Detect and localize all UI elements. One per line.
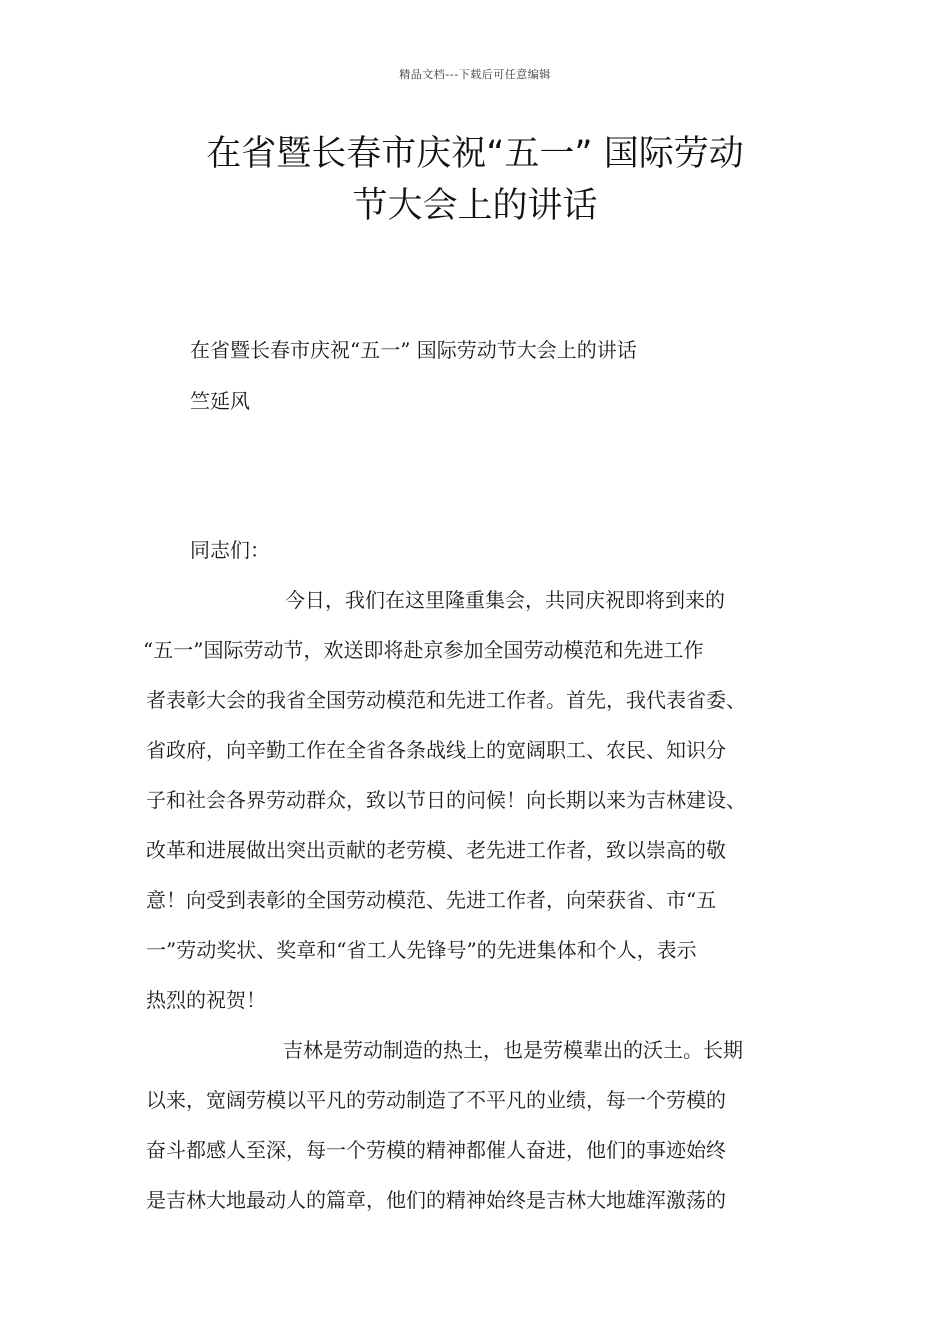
speech-greeting: 同志们： — [190, 538, 270, 562]
paragraph-1-line-4: 省政府，向辛勤工作在全省各条战线上的宽阔职工、农民、知识分 — [146, 738, 726, 762]
paragraph-1-line-3: 者表彰大会的我省全国劳动模范和先进工作者。首先，我代表省委、 — [146, 688, 746, 712]
paragraph-2-line-2: 以来，宽阔劳模以平凡的劳动制造了不平凡的业绩，每一个劳模的 — [146, 1088, 726, 1112]
paragraph-1-line-2: “五一”国际劳动节，欢送即将赴京参加全国劳动模范和先进工作 — [143, 638, 704, 662]
paragraph-2-line-1: 吉林是劳动制造的热土，也是劳模辈出的沃土。长期 — [283, 1038, 743, 1062]
paragraph-2-line-3: 奋斗都感人至深，每一个劳模的精神都催人奋进，他们的事迹始终 — [146, 1138, 726, 1162]
paragraph-2-line-4: 是吉林大地最动人的篇章，他们的精神始终是吉林大地雄浑激荡的 — [146, 1188, 726, 1212]
document-title-line-2: 节大会上的讲话 — [352, 186, 598, 226]
speech-author: 竺延风 — [190, 389, 250, 413]
paragraph-1-line-7: 意！向受到表彰的全国劳动模范、先进工作者，向荣获省、市“五 — [146, 888, 717, 912]
paragraph-1-line-9: 热烈的祝贺！ — [146, 988, 266, 1012]
paragraph-1-line-5: 子和社会各界劳动群众，致以节日的问候！向长期以来为吉林建设、 — [146, 788, 746, 812]
speech-subtitle: 在省暨长春市庆祝“五一” 国际劳动节大会上的讲话 — [190, 338, 637, 362]
page-header-note: 精品文档---下载后可任意编辑 — [399, 68, 551, 81]
document-title — [120, 128, 830, 232]
paragraph-1-line-8: 一”劳动奖状、奖章和“省工人先锋号”的先进集体和个人，表示 — [146, 938, 697, 962]
document-title-line-1: 在省暨长春市庆祝“五一” 国际劳动 — [206, 134, 744, 174]
paragraph-1-line-6: 改革和进展做出突出贡献的老劳模、老先进工作者，致以崇高的敬 — [146, 838, 726, 862]
paragraph-1-line-1: 今日，我们在这里隆重集会，共同庆祝即将到来的 — [285, 588, 725, 612]
